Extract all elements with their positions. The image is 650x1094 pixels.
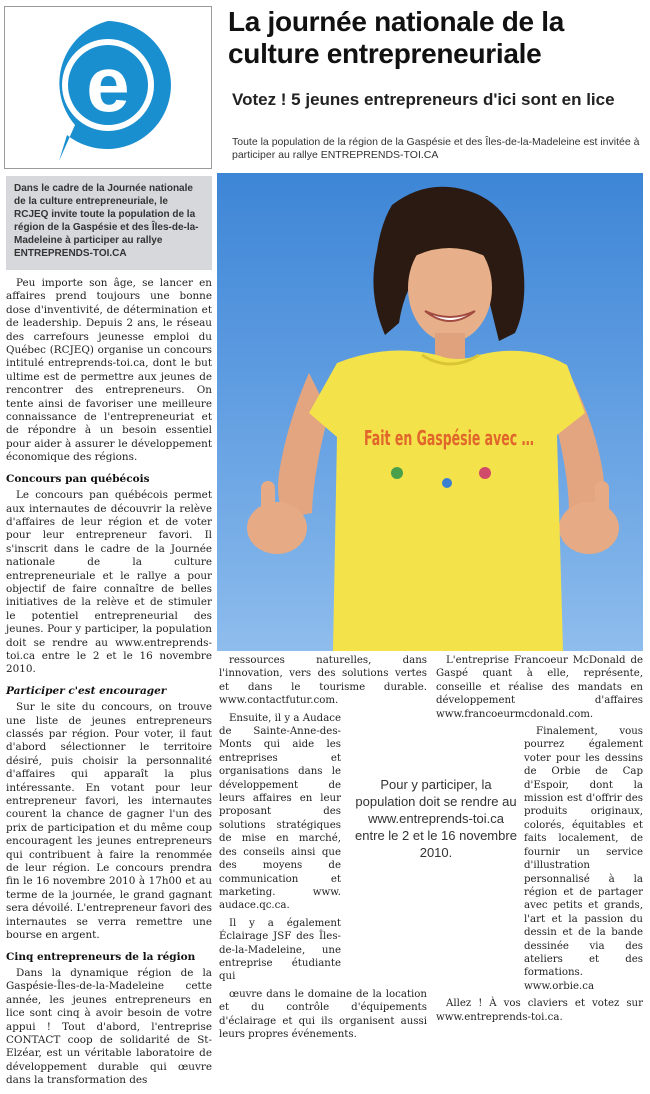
body-paragraph: L'entreprise Francoeur McDonald de Gaspé quant à elle, représente, conseille et réalise des mandats en développement d'affaires www.francoeurmcdonald.com.: [436, 655, 643, 720]
section-paragraph: Dans la dynamique région de la Gaspésie-Îles-de-la-Madeleine cette année, les jeunes entrepreneurs en lice sont cinq à avoir besoin de votre appui ! Tout d'abord, l'entreprise CONTACT coop de solidarité de St-Elzéar, est un véritable laboratoire de développement durable qui œuvre dans la transformation des: [6, 966, 212, 1087]
section-paragraph: Le concours pan québécois permet aux internautes de découvrir la relève d'affaires de leur région et de voter pour leur entrepreneur favori. Il s'inscrit dans le cadre de la Journée nationale de la culture entrepreneuriale et le rallye a pour objectif de faire connaître de belles initiatives de la relève et de stimuler le potentiel entrepreneurial des jeunes. Pour y participer, la population doit se rendre au www.entreprends-toi.ca entre le 2 et le 16 novembre 2010.: [6, 489, 212, 676]
article-photo: [217, 173, 643, 651]
body-paragraph: Finalement, vous pourrez également voter pour les dessins de Orbie de Cap d'Espoir, dont la mission est d'offrir des produits originaux, colorés, équitables et faits localement, de fournir un service d'illustration personnalisé à la région et de partager avec petits et grands, l'art et la passion du dessin et de la bande dessinée via des ateliers et des formations. www.orbie.ca: [524, 726, 643, 992]
pull-quote: Pour y participer, la population doit se rendre au www.entreprends-toi.ca entre le 2 et le 16 novembre 2010.: [355, 777, 517, 860]
section-heading: Participer c'est encourager: [6, 684, 167, 697]
logo-letter: e: [86, 40, 130, 128]
deck-text: Toute la population de la région de la Gaspésie et des Îles-de-la-Madeleine est invitée à participer au rallye ENTREPRENDS-TOI.CA: [232, 136, 640, 161]
logo-box: [4, 6, 212, 169]
intro-paragraph: Peu importe son âge, se lancer en affaires prend toujours une bonne dose d'inventivité, de détermination et de leadership. Depuis 2 ans, le réseau des carrefours jeunesse emploi du Québec (RCJEQ) organise un concours intitulé entreprends-toi.ca, dont le but ultime est de permettre aux jeunes de rencontrer des entrepreneurs. On tente ainsi de favoriser une meilleure connaissance de l'entrepreneuriat et de répondre à un besoin essentiel pour aider à assurer le développement économique des régions.: [6, 277, 212, 464]
sidebar-text: Dans le cadre de la Journée nationale de la culture entrepreneuriale, le RCJEQ invite toute la population de la région de la Gaspésie et des Îles-de-la-Madeleine à participer au rallye ENTREPRENDS-TOI.CA: [14, 183, 199, 259]
section-heading: Cinq entrepreneurs de la région: [6, 950, 196, 963]
woman-thumbs-up-illustration: [217, 173, 643, 651]
body-paragraph: Allez ! À vos claviers et votez sur www.entreprends-toi.ca.: [436, 998, 643, 1023]
body-paragraph: œuvre dans le domaine de la location et du contrôle d'équipements d'éclairage et qui ils organisent aussi leurs propres événements.: [219, 988, 427, 1040]
headline: La journée nationale de la culture entrepreneuriale: [228, 6, 565, 69]
shirt-print: Fait en Gaspésie avec …: [364, 426, 534, 450]
subheadline: Votez ! 5 jeunes entrepreneurs d'ici sont en lice: [232, 90, 615, 109]
e-bubble-logo: [5, 7, 211, 168]
section-heading: Concours pan québécois: [6, 472, 150, 485]
right-column: [436, 654, 643, 1028]
body-paragraph: ressources naturelles, dans l'innovation, vers des solutions vertes et dans le tourisme durable. www.contactfutur.com.: [219, 655, 427, 707]
intro-sidebar: [6, 176, 212, 270]
body-paragraph: Ensuite, il y a Audace de Sainte-Anne-des-Monts qui aide les entreprises et organisations dans le développement de leurs affaires en leur proposant des solutions stratégiques de mise en marché, des conseils ainsi que des moyens de communication et marketing. www. audace.qc.ca.: [219, 712, 341, 912]
section-paragraph: Sur le site du concours, on trouve une liste de jeunes entrepreneurs classés par région. Pour voter, il faut d'abord sélectionner le territoire désiré, puis choisir la personnalité d'affaires qui apparaît la plus intéressante. En votant pour leur entrepreneur favori, les internautes courent la chance de gagner l'un des prix de participation et du même coup encouragent les jeunes entrepreneurs qui contribuent à faire la renommée de leur région. Le concours prendra fin le 16 novembre 2010 à 17h00 et au terme de la journée, le grand gagnant sera dévoilé. L'entrepreneur favori des internautes se verra remettre une bourse en argent.: [6, 701, 212, 942]
left-column: [6, 277, 212, 1094]
body-paragraph: Il y a également Éclairage JSF des Îles-de-la-Madeleine, une entreprise étudiante qui: [219, 917, 341, 983]
